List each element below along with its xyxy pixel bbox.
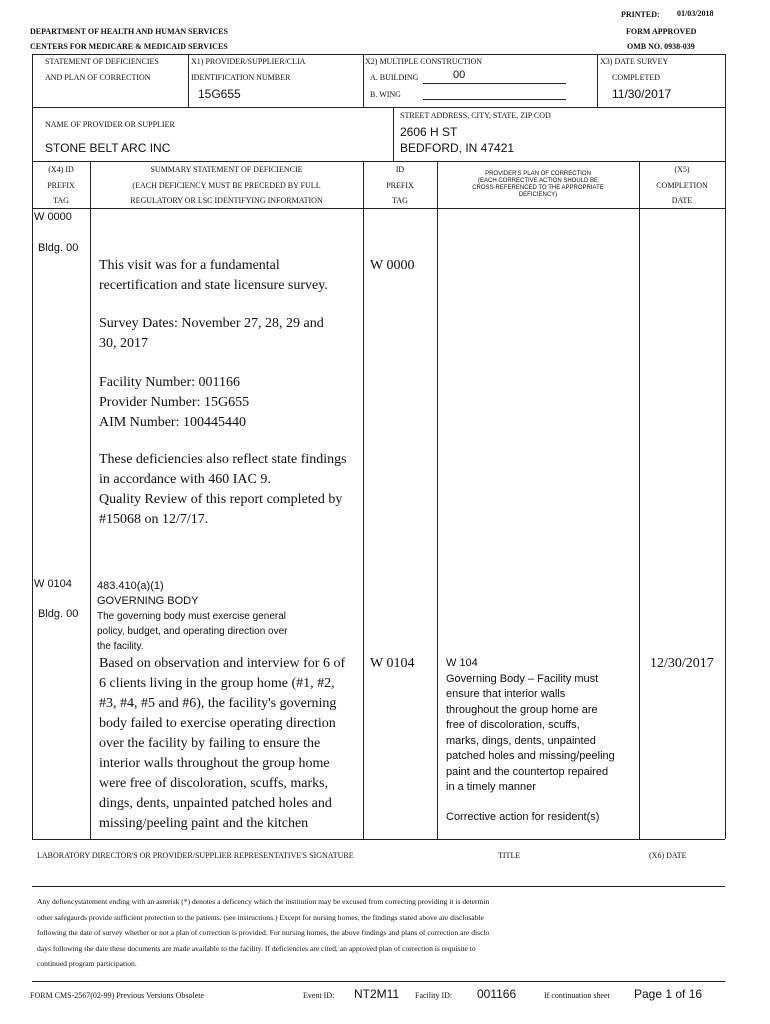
summary-subheader-2: REGULATORY OR LSC IDENTIFYING INFORMATION	[130, 196, 323, 205]
completion-header: COMPLETION	[656, 181, 708, 190]
w0104-id-tag: W 0104	[370, 656, 415, 671]
w0000-survey-dates: Survey Dates: November 27, 28, 29 and 30, 2017	[99, 316, 324, 351]
footer-divider	[32, 981, 725, 982]
street-address-label: STREET ADDRESS, CITY, STATE, ZIP COD	[400, 111, 551, 120]
provider-name-label: NAME OF PROVIDER OR SUPPLIER	[45, 120, 175, 129]
completed-label: COMPLETED	[612, 73, 660, 82]
building-label: A. BUILDING	[370, 73, 419, 82]
page-number: Page 1 of 16	[634, 987, 703, 1001]
plan-header-line4: DEFICIENCY)	[518, 192, 558, 198]
facility-id-label: Facility ID:	[415, 991, 453, 1000]
w0104-building: Bldg. 00	[38, 608, 79, 620]
w0000-id-tag: W 0000	[370, 258, 415, 273]
w0104-plan-of-correction: W 104 Governing Body – Facility must ensure that interior walls throughout the group home are free of discoloration, scuffs, marks, dings, dents, unpainted patched holes and missing/peeling paint and the countertop repaired in a timely manner	[446, 657, 615, 793]
summary-subheader: (EACH DEFICIENCY MUST BE PRECEDED BY FULL	[132, 181, 321, 190]
event-id: NT2M11	[354, 987, 400, 1001]
statement-label-line1: STATEMENT OF DEFICIENCIES	[45, 57, 159, 66]
w0104-regulation-text: The governing body must exercise general policy, budget, and operating direction over the facility.	[97, 611, 288, 652]
provider-name: STONE BELT ARC INC	[45, 141, 171, 155]
centers-name: CENTERS FOR MEDICARE & MEDICAID SERVICES	[30, 42, 228, 51]
address-street: 2606 H ST	[400, 125, 458, 139]
signature-divider	[32, 886, 725, 887]
building-value: 00	[453, 69, 466, 81]
form-id: FORM CMS-2567(02-99) Previous Versions Obsolete	[30, 991, 205, 1000]
x4-id-header: (X4) ID	[48, 165, 74, 174]
w0000-visit-text: This visit was for a fundamental recertification and state licensure survey.	[99, 258, 328, 293]
date-header: DATE	[671, 196, 693, 205]
summary-header: SUMMARY STATEMENT OF DEFICIENCIE	[150, 165, 303, 174]
statement-label-line2: AND PLAN OF CORRECTION	[45, 73, 151, 82]
id-tag-header: TAG	[392, 196, 408, 205]
x4-prefix-header: PREFIX	[47, 181, 75, 190]
facility-id: 001166	[477, 987, 517, 1001]
wing-label: B. WING	[370, 90, 401, 99]
w0104-finding-text: Based on observation and interview for 6 of 6 clients living in the group home (#1, #2, #3, #4, #5 and #6), the facility's governing body failed to exercise operating direction over the facility by failing to ensure the interior walls throughout the group home were free of discoloration, scuffs, marks, dings, dents, unpainted patched holes and missing/peeling paint and the kitchen	[99, 656, 346, 831]
printed-date: 01/03/2018	[677, 9, 714, 18]
plan-of-correction-header	[437, 171, 639, 199]
x6-date-label: (X6) DATE	[649, 851, 687, 860]
plan-header-line3: CROSS-REFERENCED TO THE APPROPRIATE	[472, 185, 604, 191]
form-approved-label: FORM APPROVED	[626, 27, 697, 36]
w0000-state-findings: These deficiencies also reflect state findings in accordance with 460 IAC 9. Quality Review of this report completed by #15068 on 12/7/17.	[99, 452, 347, 527]
director-signature-label: LABORATORY DIRECTOR'S OR PROVIDER/SUPPLIER REPRESENTATIVE'S SIGNATURE	[37, 851, 354, 860]
w0104-corrective-action: Corrective action for resident(s)	[446, 811, 600, 823]
omb-number: OMB NO. 0938-039	[627, 42, 695, 51]
title-label: TITLE	[498, 851, 521, 860]
id-prefix-header: PREFIX	[386, 181, 414, 190]
w0104-completion-date: 12/30/2017	[650, 656, 714, 671]
w0000-prefix-tag: W 0000	[34, 211, 72, 223]
provider-id-value: 15G655	[198, 87, 241, 101]
address-city-state-zip: BEDFORD, IN 47421	[400, 141, 515, 155]
plan-header-line2: (EACH CORRECTIVE ACTION SHOULD BE	[477, 178, 599, 184]
survey-completed-date: 11/30/2017	[612, 87, 672, 101]
x4-tag-header: TAG	[53, 196, 69, 205]
date-survey-label: X3) DATE SURVEY	[600, 57, 669, 66]
w0104-prefix-tag: W 0104	[34, 578, 72, 590]
event-id-label: Event ID:	[303, 991, 335, 1000]
continuation-sheet-label: If continuation sheet	[544, 991, 610, 1000]
w0000-building: Bldg. 00	[38, 242, 79, 254]
disclaimer-text: Any defiencystatement ending with an asterisk (*) denotes a deficency which the institution may be excused from correcting providing it is determin other safegaurds provide sufficient protection to the patients. (see instructions.) Except for nursing homes, the findings stated above are disclosable following the date of survey whether or not a plan of correction is provided. For nursing homes, the above findings and plans of correction are disclo days following the date these documents are made available to the facility. If deficiencies are cited, an approved plan of correction is requisite to continued program participation.	[37, 897, 490, 968]
provider-id-label: X1) PROVIDER/SUPPLIER/CLIA	[191, 57, 306, 66]
x5-header: (X5)	[674, 165, 690, 174]
multiple-construction-label: X2) MULTIPLE CONSTRUCTION	[365, 57, 483, 66]
identification-number-label: IDENTIFICATION NUMBER	[191, 73, 291, 82]
printed-label: PRINTED:	[621, 10, 660, 19]
department-name: DEPARTMENT OF HEALTH AND HUMAN SERVICES	[30, 27, 228, 36]
plan-header-line1: PROVIDER'S PLAN OF CORRECTION	[485, 171, 591, 177]
w0000-facility-numbers: Facility Number: 001166 Provider Number: 15G655 AIM Number: 100445440	[99, 375, 250, 430]
id-header: ID	[395, 165, 405, 174]
w0104-regulation: 483.410(a)(1) GOVERNING BODY	[97, 580, 199, 607]
